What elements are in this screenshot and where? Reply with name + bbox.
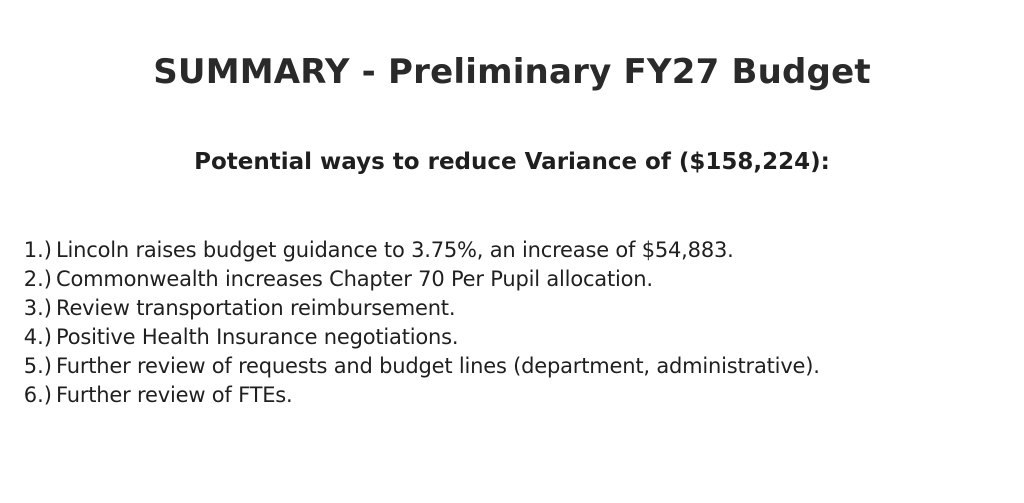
list-item-number: 3.) [23, 296, 52, 320]
list-item [14, 323, 1019, 352]
list-item-text: Further review of FTEs. [56, 383, 293, 407]
list-item [14, 236, 1019, 265]
list-item-text: Review transportation reimbursement. [56, 296, 456, 320]
list-item-text: Lincoln raises budget guidance to 3.75%, an increase of $54,883. [56, 238, 734, 262]
list-item-number: 6.) [23, 383, 52, 407]
reduction-options-list [14, 236, 1019, 410]
list-item [14, 352, 1019, 381]
list-item-number: 4.) [23, 325, 52, 349]
list-item-text: Further review of requests and budget lines (department, administrative). [56, 354, 820, 378]
list-item-number: 2.) [23, 267, 52, 291]
list-item-number: 5.) [23, 354, 52, 378]
slide-title: SUMMARY - Preliminary FY27 Budget [153, 52, 871, 92]
list-item [14, 265, 1019, 294]
list-item-number: 1.) [23, 238, 52, 262]
list-item-text: Positive Health Insurance negotiations. [56, 325, 459, 349]
slide-subtitle: Potential ways to reduce Variance of ($158,224): [194, 149, 830, 175]
list-item [14, 381, 1019, 410]
list-item [14, 294, 1019, 323]
list-item-text: Commonwealth increases Chapter 70 Per Pupil allocation. [56, 267, 653, 291]
